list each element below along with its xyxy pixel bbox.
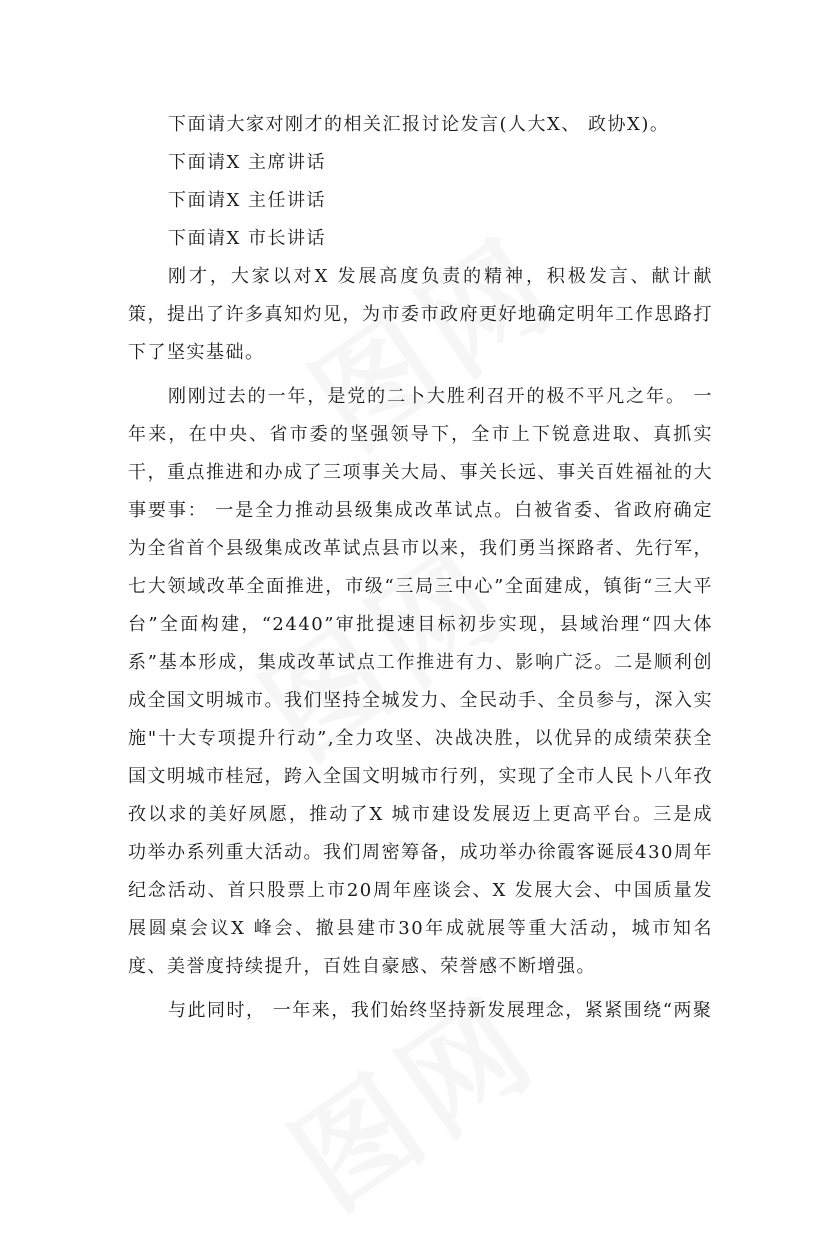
paragraph: 刚才，大家以对X 发展高度负责的精神，积极发言、献计献策，提出了许多真知灼见，为市委市政府更好地确定明年工作思路打下了坚实基础。 <box>128 266 713 363</box>
paragraph: 刚刚过去的一年，是党的二卜大胜利召开的极不平凡之年。 一年来，在中央、省市委的坚强领导下，全市上下锐意进取、真抓实干，重点推进和办成了三项事关大局、事关长远、事关百姓福祉的大事要事： 一是全力推动县级集成改革试点。白被省委、省政府确定为全省首个县级集成改革试点县市以来，我们勇当探路者、先行军，七大领域改革全面推进，市级“三局三中心”全面建成，镇街“三大平台”全面构建，“2440”审批提速目标初步实现，县域治理“四大体系”基本形成，集成改革试点工作推进有力、影响广泛。二是顺利创成全国文明城市。我们坚持全城发力、全民动手、全员参与，深入实施"十大专项提升行动”,全力攻坚、决战决胜，以优异的成绩荣获全国文明城市桂冠，跨入全国文明城市行列，实现了全市人民卜八年孜孜以求的美好夙愿，推动了X 城市建设发展迈上更高平台。三是成功举办系列重大活动。我们周密筹备，成功举办徐霞客诞辰430周年纪念活动、首只股票上市20周年座谈会、X 发展大会、中国质量发展圆桌会议X 峰会、撤县建市30年成就展等重大活动，城市知名度、美誉度持续提升，百姓自豪感、荣誉感不断增强。 <box>128 386 714 977</box>
agenda-line: 下面请大家对刚才的相关汇报讨论发言(人大X、 政协X)。 <box>168 114 670 135</box>
agenda-line: 下面请X 主任讲话 <box>168 190 327 211</box>
paragraph: 与此同时， 一年来，我们始终坚持新发展理念，紧紧围绕“两聚 <box>168 1000 713 1021</box>
agenda-line: 下面请X 市长讲话 <box>168 228 327 249</box>
document-body <box>128 106 713 1030</box>
agenda-line: 下面请X 主席讲话 <box>168 152 327 173</box>
